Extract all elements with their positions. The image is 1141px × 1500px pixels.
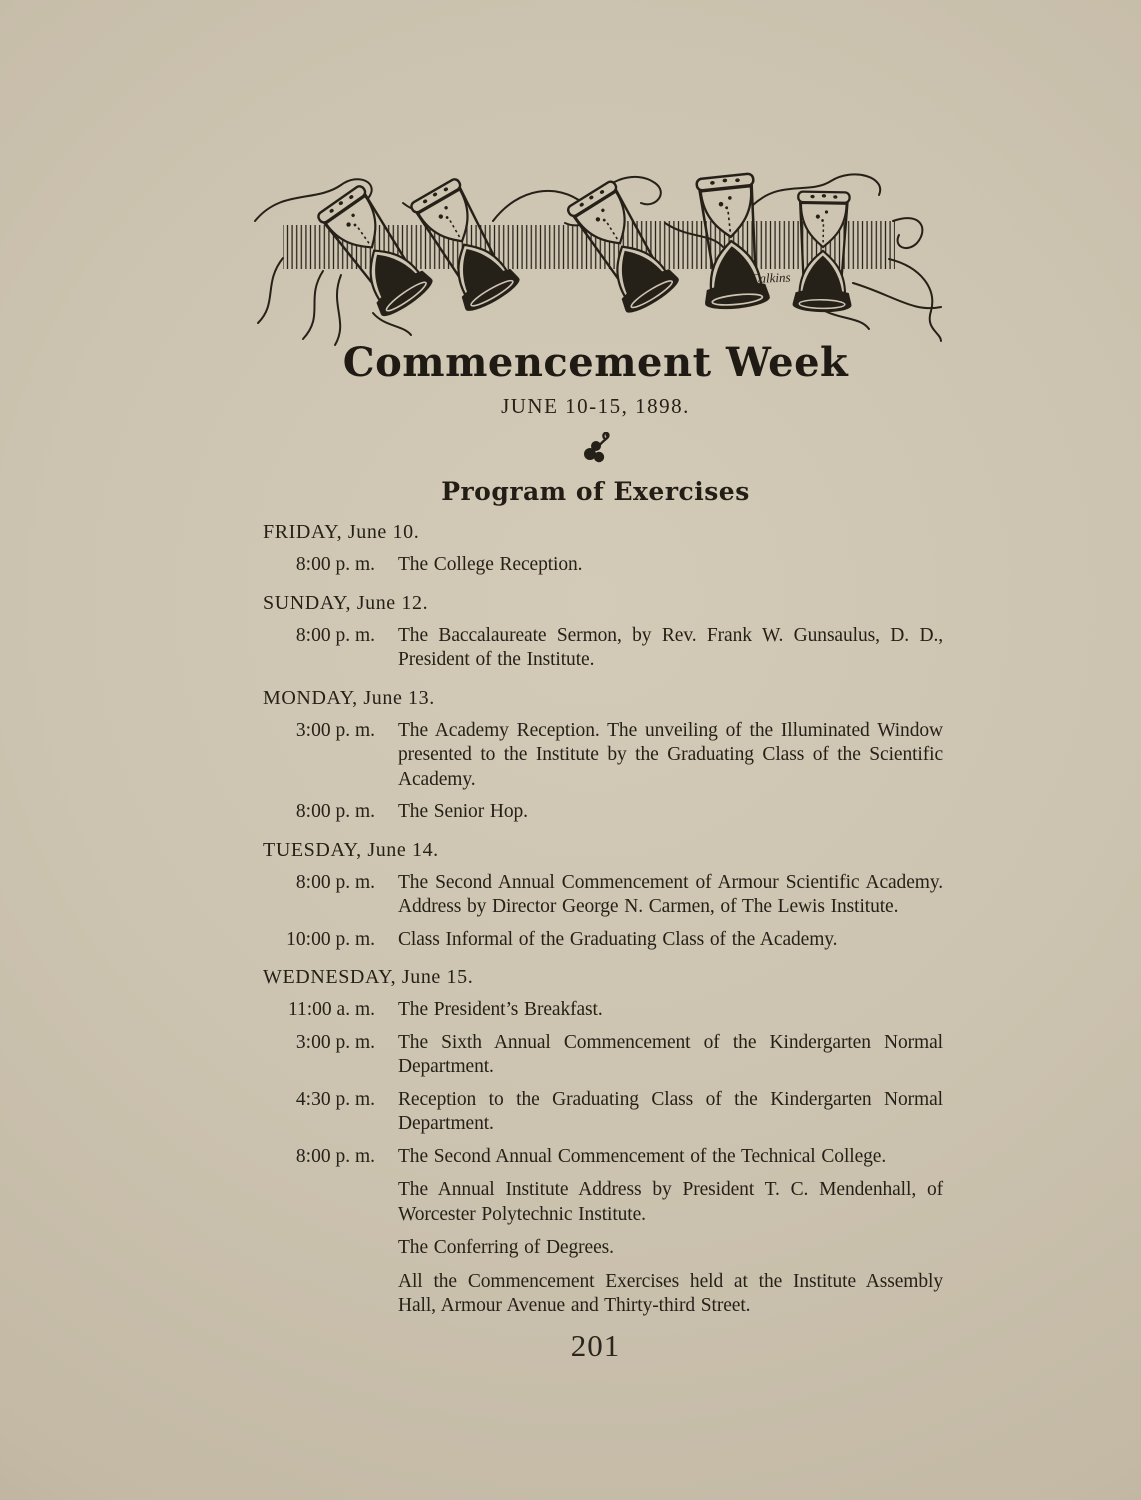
fleuron-ornament-icon bbox=[50, 432, 1141, 464]
entry-description bbox=[398, 800, 943, 825]
schedule-entry bbox=[263, 998, 943, 1023]
day-group-friday bbox=[263, 520, 943, 578]
entry-paragraph: The Second Annual Commencement of Armour Scientific Academy. Address by Director George N. Carmen, of The Lewis Institute. bbox=[398, 871, 943, 917]
hourglasses-ribbon-illustration bbox=[253, 163, 943, 358]
entry-time: 11:00 a. m. bbox=[287, 999, 375, 1020]
headpiece-illustration bbox=[253, 163, 943, 358]
program-schedule bbox=[263, 520, 943, 1319]
hourglass-icon bbox=[792, 191, 853, 312]
schedule-entry bbox=[263, 1031, 943, 1080]
entry-paragraph: The Baccalaureate Sermon, by Rev. Frank W. Gunsaulus, D. D., President of the Institute. bbox=[398, 624, 943, 670]
schedule-entry bbox=[263, 871, 943, 920]
day-heading: SUNDAY, June 12. bbox=[263, 591, 429, 614]
schedule-entry bbox=[263, 928, 943, 953]
entry-description bbox=[398, 928, 943, 953]
schedule-entry bbox=[263, 624, 943, 673]
entry-paragraph: The Academy Reception. The unveiling of the Illuminated Window presented to the Institute by the Graduating Class of the Scientific Academy. bbox=[398, 719, 943, 790]
entry-time: 3:00 p. m. bbox=[295, 719, 375, 741]
entry-time: 4:30 p. m. bbox=[295, 1088, 375, 1110]
day-heading: TUESDAY, June 14. bbox=[263, 838, 439, 861]
schedule-entry bbox=[263, 1088, 943, 1137]
schedule-entry bbox=[263, 553, 943, 578]
schedule-entry bbox=[263, 800, 943, 825]
entry-time: 8:00 p. m. bbox=[295, 624, 375, 646]
entry-time: 8:00 p. m. bbox=[295, 1145, 375, 1167]
entry-paragraph: Reception to the Graduating Class of the Kindergarten Normal Department. bbox=[398, 1088, 943, 1134]
entry-description bbox=[398, 719, 943, 793]
entry-paragraph: Class Informal of the Graduating Class of the Academy. bbox=[398, 928, 838, 950]
entry-time: 8:00 p. m. bbox=[295, 801, 375, 822]
day-heading: WEDNESDAY, June 15. bbox=[263, 966, 474, 988]
date-line: JUNE 10-15, 1898. bbox=[501, 394, 690, 418]
entry-description bbox=[398, 1145, 943, 1319]
entry-paragraph: The President’s Breakfast. bbox=[398, 999, 603, 1020]
entry-paragraph: The Conferring of Degrees. bbox=[398, 1237, 614, 1258]
day-heading: MONDAY, June 13. bbox=[263, 686, 435, 709]
day-heading: FRIDAY, June 10. bbox=[263, 521, 420, 543]
entry-time: 3:00 p. m. bbox=[295, 1031, 375, 1053]
day-group-monday bbox=[263, 686, 943, 825]
entry-description bbox=[398, 1088, 943, 1137]
entry-paragraph: The Sixth Annual Commencement of the Kindergarten Normal Department. bbox=[398, 1031, 943, 1077]
day-group-sunday bbox=[263, 591, 943, 673]
entry-description bbox=[398, 624, 943, 673]
entry-description bbox=[398, 871, 943, 920]
artist-signature: Calkins bbox=[750, 269, 791, 286]
schedule-entry bbox=[263, 1145, 943, 1319]
entry-paragraph: The Second Annual Commencement of the Technical College. bbox=[398, 1145, 887, 1167]
day-group-wednesday bbox=[263, 965, 943, 1319]
entry-time: 8:00 p. m. bbox=[295, 554, 375, 575]
entry-description bbox=[398, 998, 943, 1023]
day-group-tuesday bbox=[263, 838, 943, 953]
entry-paragraph: The Annual Institute Address by President T. C. Mendenhall, of Worcester Polytechnic Institute. bbox=[398, 1179, 943, 1225]
entry-paragraph: All the Commencement Exercises held at the Institute Assembly Hall, Armour Avenue and Thirty-third Street. bbox=[398, 1270, 943, 1316]
schedule-entry bbox=[263, 719, 943, 793]
entry-time: 8:00 p. m. bbox=[295, 871, 375, 893]
program-heading: Program of Exercises bbox=[441, 477, 750, 506]
entry-time: 10:00 p. m. bbox=[286, 928, 375, 950]
entry-paragraph: The College Reception. bbox=[398, 554, 583, 575]
page-number: 201 bbox=[570, 1328, 621, 1363]
entry-description bbox=[398, 553, 943, 578]
entry-description bbox=[398, 1031, 943, 1080]
entry-paragraph: The Senior Hop. bbox=[398, 801, 528, 822]
page-title: Commencement Week bbox=[342, 339, 849, 386]
